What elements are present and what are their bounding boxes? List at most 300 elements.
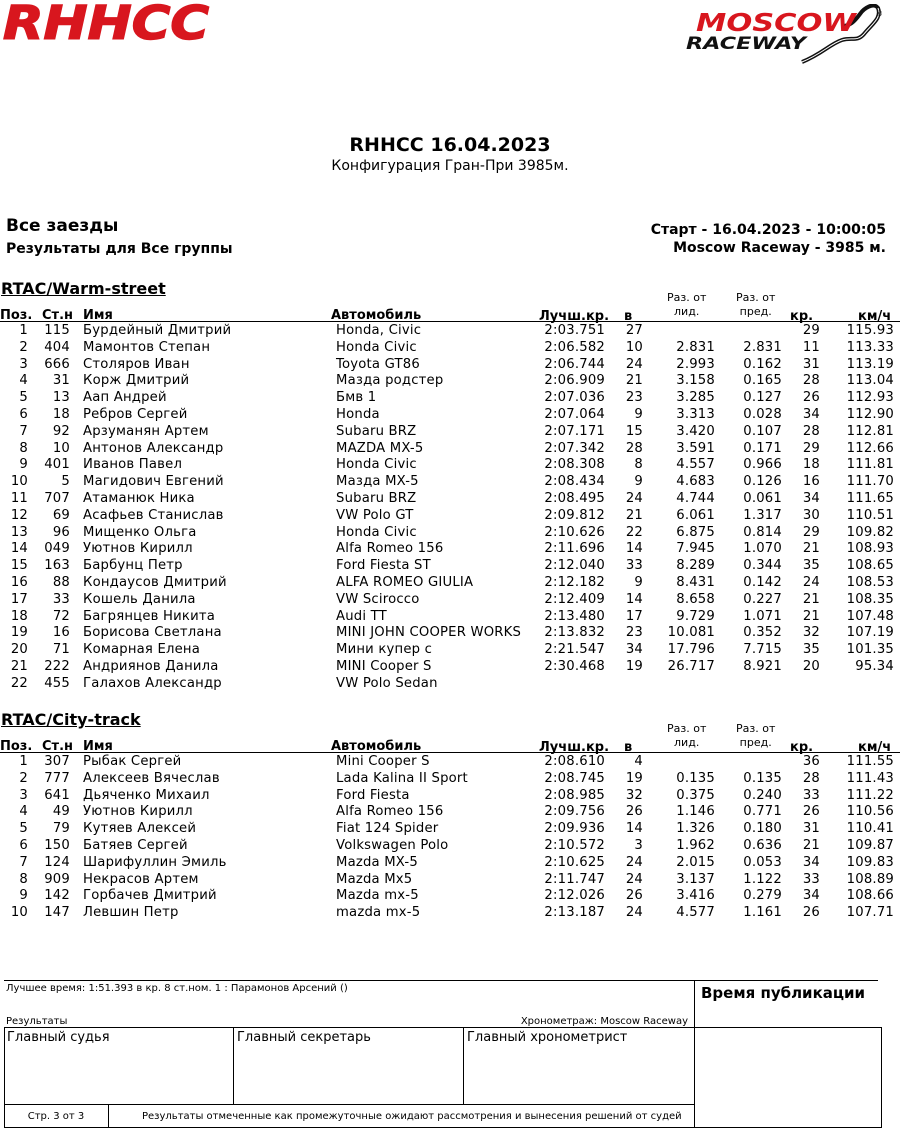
table-row — [0, 872, 900, 889]
column-header-num: Ст.н — [42, 739, 73, 754]
cell-laps: 24 — [625, 854, 643, 870]
cell-laps: 19 — [625, 770, 643, 786]
table-row — [0, 642, 900, 659]
cell-position: 7 — [19, 854, 28, 870]
cell-speed-kmh: 112.81 — [846, 423, 894, 439]
cell-laps: 24 — [625, 491, 643, 506]
cell-position: 5 — [19, 821, 28, 837]
cell-gap-to-previous: 0.135 — [743, 770, 782, 786]
cell-speed-kmh: 113.33 — [846, 339, 894, 355]
cell-gap-to-leader: 26.717 — [667, 659, 715, 674]
cell-gap-to-previous: 0.127 — [743, 390, 782, 406]
section-title: RTAC/City-track — [1, 710, 141, 729]
cell-best-lap-number: 26 — [802, 804, 820, 820]
cell-car-model: Mini Cooper S — [336, 754, 430, 769]
cell-car-model: Mazda mx-5 — [336, 888, 419, 904]
table-row — [0, 659, 900, 676]
table-row — [0, 804, 900, 821]
column-header-pos: Поз. — [0, 739, 33, 754]
cell-speed-kmh: 109.83 — [846, 854, 894, 870]
column-header-kr: кр. — [790, 740, 814, 755]
cell-laps: 23 — [625, 625, 643, 641]
cell-laps: 9 — [634, 407, 643, 422]
cell-car-number: 72 — [52, 608, 70, 624]
cell-gap-to-previous: 0.771 — [743, 804, 782, 820]
cell-best-lap-number: 21 — [802, 541, 820, 557]
table-row — [0, 340, 900, 357]
table-row — [0, 474, 900, 491]
cell-speed-kmh: 109.82 — [846, 524, 894, 540]
column-header-gap-prev — [736, 722, 775, 750]
cell-position: 6 — [19, 407, 28, 422]
cell-speed-kmh: 111.55 — [846, 754, 894, 769]
cell-best-lap-number: 28 — [802, 423, 820, 439]
cell-car-number: 777 — [44, 770, 70, 786]
cell-car-model: Subaru BRZ — [336, 491, 417, 506]
table-row — [0, 390, 900, 407]
cell-best-lap: 2:12.182 — [544, 575, 605, 590]
cell-laps: 23 — [625, 390, 643, 406]
cell-driver-name: Дьяченко Михаил — [83, 787, 210, 803]
cell-best-lap-number: 32 — [802, 625, 820, 641]
cell-laps: 14 — [625, 591, 643, 607]
cell-driver-name: Атаманюк Ника — [83, 491, 195, 506]
cell-car-number: 455 — [44, 675, 70, 691]
table-row — [0, 373, 900, 390]
cell-speed-kmh: 112.66 — [846, 440, 894, 456]
cell-gap-to-leader: 3.416 — [676, 888, 715, 904]
cell-car-number: 641 — [44, 787, 70, 803]
venue-info: Moscow Raceway - 3985 м. — [673, 240, 886, 256]
cell-laps: 19 — [625, 659, 643, 674]
cell-driver-name: Кошель Данила — [83, 591, 196, 607]
raceway-logo-text: RACEWAY — [686, 34, 809, 54]
cell-best-lap: 2:06.909 — [544, 373, 605, 389]
table-row — [0, 754, 900, 771]
cell-driver-name: Уютнов Кирилл — [83, 541, 193, 557]
table-row — [0, 771, 900, 788]
column-header-name: Имя — [83, 739, 113, 754]
cell-best-lap-number: 30 — [802, 507, 820, 523]
table-row — [0, 838, 900, 855]
cell-car-model: ALFA ROMEO GIULIA — [336, 575, 474, 590]
provisional-results-note: Результаты отмеченные как промежуточные ожидают рассмотрения и вынесения решений от судей — [142, 1111, 682, 1122]
cell-laps: 21 — [625, 373, 643, 389]
cell-best-lap-number: 34 — [802, 407, 820, 422]
cell-car-number: 115 — [44, 323, 70, 338]
cell-best-lap: 2:13.832 — [544, 625, 605, 641]
table-row — [0, 821, 900, 838]
table-row — [0, 609, 900, 626]
cell-laps: 26 — [625, 888, 643, 904]
cell-best-lap: 2:12.409 — [544, 591, 605, 607]
page-number: Стр. 3 от 3 — [27, 1111, 85, 1122]
cell-best-lap: 2:10.625 — [544, 854, 605, 870]
cell-position: 18 — [10, 608, 28, 624]
cell-position: 11 — [10, 491, 28, 506]
cell-car-number: 10 — [52, 440, 70, 456]
cell-car-number: 69 — [52, 507, 70, 523]
cell-driver-name: Антонов Александр — [83, 440, 224, 456]
table-row — [0, 424, 900, 441]
cell-speed-kmh: 112.93 — [846, 390, 894, 406]
cell-car-model: Honda Civic — [336, 457, 417, 473]
cell-position: 8 — [19, 871, 28, 887]
cell-position: 5 — [19, 390, 28, 406]
cell-best-lap-number: 21 — [802, 591, 820, 607]
cell-car-model: mazda mx-5 — [336, 905, 421, 921]
cell-car-model: Alfa Romeo 156 — [336, 541, 444, 557]
cell-gap-to-leader: 8.431 — [676, 575, 715, 590]
cell-gap-to-leader: 2.993 — [676, 356, 715, 372]
cell-position: 7 — [19, 423, 28, 439]
cell-position: 1 — [19, 323, 28, 338]
cell-gap-to-leader: 3.285 — [676, 390, 715, 406]
cell-best-lap-number: 35 — [802, 642, 820, 658]
cell-position: 6 — [19, 838, 28, 853]
cell-speed-kmh: 110.41 — [846, 821, 894, 837]
table-row — [0, 558, 900, 575]
column-header-car: Автомобиль — [331, 308, 422, 323]
cell-position: 17 — [10, 591, 28, 607]
cell-position: 2 — [19, 339, 28, 355]
cell-car-model: Alfa Romeo 156 — [336, 804, 444, 820]
cell-car-number: 404 — [44, 339, 70, 355]
column-header-line: пред. — [739, 736, 772, 749]
results-section — [0, 710, 900, 934]
cell-gap-to-leader: 3.158 — [676, 373, 715, 389]
cell-speed-kmh: 107.48 — [846, 608, 894, 624]
rhhcc-logo — [2, 0, 212, 44]
table-row — [0, 407, 900, 424]
cell-driver-name: Рыбак Сергей — [83, 754, 182, 769]
cell-speed-kmh: 111.81 — [846, 457, 894, 473]
cell-driver-name: Барбунц Петр — [83, 558, 183, 574]
column-header-num: Ст.н — [42, 308, 73, 323]
cell-car-model: MINI JOHN COOPER WORKS — [336, 625, 522, 641]
cell-gap-to-leader: 4.744 — [676, 491, 715, 506]
cell-car-model: Mazda Mx5 — [336, 871, 413, 887]
cell-car-model: Lada Kalina II Sport — [336, 770, 468, 786]
cell-best-lap-number: 18 — [802, 457, 820, 473]
cell-laps: 33 — [625, 558, 643, 574]
cell-best-lap: 2:30.468 — [544, 659, 605, 674]
cell-car-model: MINI Cooper S — [336, 659, 432, 674]
cell-speed-kmh: 110.51 — [846, 507, 894, 523]
cell-laps: 24 — [625, 905, 643, 921]
column-header-best: Лучш.кр. — [539, 740, 610, 755]
cell-gap-to-leader: 6.061 — [676, 507, 715, 523]
column-header-line: лид. — [674, 305, 700, 318]
cell-best-lap: 2:07.064 — [544, 407, 605, 422]
cell-speed-kmh: 109.87 — [846, 838, 894, 853]
cell-laps: 27 — [625, 323, 643, 338]
table-header — [0, 719, 900, 753]
cell-driver-name: Мамонтов Степан — [83, 339, 211, 355]
cell-gap-to-leader: 17.796 — [667, 642, 715, 658]
cell-driver-name: Магидович Евгений — [83, 474, 224, 490]
cell-position: 9 — [19, 457, 28, 473]
cell-gap-to-leader: 4.683 — [676, 474, 715, 490]
cell-speed-kmh: 111.22 — [846, 787, 894, 803]
cell-best-lap-number: 36 — [802, 754, 820, 769]
cell-best-lap: 2:08.434 — [544, 474, 605, 490]
cell-gap-to-leader: 8.658 — [676, 591, 715, 607]
column-header-line: пред. — [739, 305, 772, 318]
cell-gap-to-leader: 7.945 — [676, 541, 715, 557]
cell-driver-name: Бурдейный Дмитрий — [83, 323, 232, 338]
cell-gap-to-previous: 0.240 — [743, 787, 782, 803]
cell-car-model: Ford Fiesta ST — [336, 558, 431, 574]
cell-gap-to-leader: 3.137 — [676, 871, 715, 887]
publication-time-label: Время публикации — [701, 984, 866, 1002]
cell-best-lap-number: 35 — [802, 558, 820, 574]
cell-driver-name: Кондаусов Дмитрий — [83, 575, 227, 590]
cell-gap-to-previous: 0.966 — [743, 457, 782, 473]
cell-speed-kmh: 107.71 — [846, 905, 894, 921]
footer-signature-block — [4, 980, 880, 1128]
cell-best-lap-number: 26 — [802, 905, 820, 921]
cell-car-number: 147 — [44, 905, 70, 921]
cell-best-lap: 2:09.756 — [544, 804, 605, 820]
section-title: RTAC/Warm-street — [1, 279, 166, 298]
cell-gap-to-previous: 0.165 — [743, 373, 782, 389]
track-configuration: Конфигурация Гран-При 3985м. — [331, 158, 569, 174]
table-row — [0, 357, 900, 374]
cell-gap-to-previous: 0.061 — [743, 491, 782, 506]
cell-position: 9 — [19, 888, 28, 904]
cell-best-lap-number: 28 — [802, 770, 820, 786]
table-row — [0, 491, 900, 508]
cell-car-model: VW Polo GT — [336, 507, 414, 523]
cell-car-model: Honda Civic — [336, 339, 417, 355]
cell-driver-name: Арзуманян Артем — [83, 423, 209, 439]
column-header-line: Раз. от — [667, 722, 707, 735]
table-row — [0, 676, 900, 693]
cell-gap-to-previous: 0.162 — [743, 356, 782, 372]
cell-position: 15 — [10, 558, 28, 574]
cell-gap-to-leader: 3.420 — [676, 423, 715, 439]
cell-gap-to-leader: 6.875 — [676, 524, 715, 540]
cell-car-number: 92 — [52, 423, 70, 439]
table-header — [0, 288, 900, 322]
cell-speed-kmh: 115.93 — [846, 323, 894, 338]
cell-gap-to-leader: 4.557 — [676, 457, 715, 473]
cell-best-lap: 2:08.495 — [544, 491, 605, 506]
cell-best-lap-number: 24 — [802, 575, 820, 590]
cell-speed-kmh: 108.35 — [846, 591, 894, 607]
cell-laps: 9 — [634, 575, 643, 590]
table-row — [0, 855, 900, 872]
cell-car-number: 16 — [52, 625, 70, 641]
column-header-pos: Поз. — [0, 308, 33, 323]
cell-best-lap-number: 34 — [802, 888, 820, 904]
table-row — [0, 625, 900, 642]
cell-car-model: Honda, Civic — [336, 323, 422, 338]
cell-position: 1 — [19, 754, 28, 769]
cell-driver-name: Левшин Петр — [83, 905, 179, 921]
cell-gap-to-previous: 0.171 — [743, 440, 782, 456]
cell-speed-kmh: 108.89 — [846, 871, 894, 887]
cell-laps: 22 — [625, 524, 643, 540]
cell-best-lap-number: 26 — [802, 390, 820, 406]
cell-laps: 4 — [634, 754, 643, 769]
cell-car-number: 707 — [44, 491, 70, 506]
table-row — [0, 592, 900, 609]
rhhcc-logo-text: RHHCC — [3, 0, 210, 44]
cell-car-number: 142 — [44, 888, 70, 904]
chief-secretary-label: Главный секретарь — [237, 1030, 371, 1045]
cell-speed-kmh: 111.43 — [846, 770, 894, 786]
cell-best-lap-number: 28 — [802, 373, 820, 389]
cell-best-lap: 2:11.747 — [544, 871, 605, 887]
cell-best-lap: 2:13.187 — [544, 905, 605, 921]
cell-laps: 21 — [625, 507, 643, 523]
cell-best-lap-number: 31 — [802, 356, 820, 372]
cell-speed-kmh: 108.93 — [846, 541, 894, 557]
cell-car-number: 33 — [52, 591, 70, 607]
cell-best-lap: 2:09.936 — [544, 821, 605, 837]
cell-speed-kmh: 107.19 — [846, 625, 894, 641]
cell-gap-to-leader: 0.375 — [676, 787, 715, 803]
table-row — [0, 525, 900, 542]
cell-car-model: VW Scirocco — [336, 591, 420, 607]
cell-gap-to-previous: 0.107 — [743, 423, 782, 439]
cell-laps: 32 — [625, 787, 643, 803]
cell-position: 12 — [10, 507, 28, 523]
cell-driver-name: Аап Андрей — [83, 390, 167, 406]
cell-car-number: 222 — [44, 659, 70, 674]
cell-speed-kmh: 108.65 — [846, 558, 894, 574]
cell-speed-kmh: 112.90 — [846, 407, 894, 422]
chief-judge-label: Главный судья — [7, 1030, 110, 1045]
column-header-kmh: км/ч — [858, 740, 892, 755]
cell-best-lap-number: 34 — [802, 491, 820, 506]
cell-driver-name: Иванов Павел — [83, 457, 183, 473]
cell-gap-to-previous: 0.814 — [743, 524, 782, 540]
cell-car-number: 163 — [44, 558, 70, 574]
cell-driver-name: Столяров Иван — [83, 356, 190, 372]
cell-position: 3 — [19, 787, 28, 803]
cell-position: 2 — [19, 770, 28, 786]
cell-car-model: Honda Civic — [336, 524, 417, 540]
results-label: Результаты — [6, 1016, 68, 1027]
cell-best-lap-number: 29 — [802, 524, 820, 540]
cell-laps: 24 — [625, 871, 643, 887]
start-datetime: Старт - 16.04.2023 - 10:00:05 — [650, 222, 886, 238]
cell-laps: 24 — [625, 356, 643, 372]
chief-timekeeper-label: Главный хронометрист — [467, 1030, 628, 1045]
cell-best-lap: 2:08.745 — [544, 770, 605, 786]
column-header-car: Автомобиль — [331, 739, 422, 754]
cell-gap-to-leader: 2.831 — [676, 339, 715, 355]
cell-car-number: 31 — [52, 373, 70, 389]
cell-best-lap-number: 21 — [802, 838, 820, 853]
cell-best-lap-number: 16 — [802, 474, 820, 490]
cell-driver-name: Уютнов Кирилл — [83, 804, 193, 820]
cell-car-model: Audi TT — [336, 608, 387, 624]
registered-mark: ® — [876, 10, 883, 18]
cell-gap-to-previous: 0.227 — [743, 591, 782, 607]
cell-position: 19 — [10, 625, 28, 641]
cell-best-lap: 2:13.480 — [544, 608, 605, 624]
cell-laps: 8 — [634, 457, 643, 473]
cell-position: 4 — [19, 804, 28, 820]
cell-car-number: 18 — [52, 407, 70, 422]
cell-car-model: MAZDA MX-5 — [336, 440, 424, 456]
cell-driver-name: Андриянов Данила — [83, 659, 219, 674]
cell-driver-name: Ребров Сергей — [83, 407, 188, 422]
cell-driver-name: Мищенко Ольга — [83, 524, 197, 540]
cell-car-number: 71 — [52, 642, 70, 658]
cell-position: 16 — [10, 575, 28, 590]
cell-gap-to-previous: 1.122 — [743, 871, 782, 887]
table-row — [0, 508, 900, 525]
cell-gap-to-previous: 0.028 — [743, 407, 782, 422]
cell-speed-kmh: 101.35 — [846, 642, 894, 658]
cell-laps: 10 — [625, 339, 643, 355]
cell-gap-to-leader: 9.729 — [676, 608, 715, 624]
cell-gap-to-previous: 0.180 — [743, 821, 782, 837]
cell-best-lap: 2:11.696 — [544, 541, 605, 557]
cell-car-model: Mazda MX-5 — [336, 854, 418, 870]
cell-car-number: 401 — [44, 457, 70, 473]
cell-best-lap-number: 34 — [802, 854, 820, 870]
cell-gap-to-previous: 1.071 — [743, 608, 782, 624]
cell-gap-to-leader: 3.313 — [676, 407, 715, 422]
best-time-note: Лучшее время: 1:51.393 в кр. 8 ст.ном. 1 : Парамонов Арсений () — [6, 983, 348, 994]
cell-driver-name: Шарифуллин Эмиль — [83, 854, 227, 870]
column-header-gap-leader — [667, 291, 706, 319]
table-row — [0, 905, 900, 922]
cell-gap-to-previous: 0.636 — [743, 838, 782, 853]
cell-best-lap: 2:21.547 — [544, 642, 605, 658]
cell-best-lap: 2:08.985 — [544, 787, 605, 803]
cell-car-number: 13 — [52, 390, 70, 406]
cell-best-lap: 2:06.582 — [544, 339, 605, 355]
cell-gap-to-leader: 1.962 — [676, 838, 715, 853]
column-header-kmh: км/ч — [858, 309, 892, 324]
cell-gap-to-leader: 10.081 — [667, 625, 715, 641]
cell-car-model: Мини купер с — [336, 642, 433, 658]
cell-speed-kmh: 111.65 — [846, 491, 894, 506]
cell-laps: 3 — [634, 838, 643, 853]
moscow-logo-text: MOSCOW — [696, 8, 858, 37]
cell-car-model: Мазда MX-5 — [336, 474, 419, 490]
table-row — [0, 575, 900, 592]
cell-laps: 14 — [625, 821, 643, 837]
table-row — [0, 441, 900, 458]
cell-gap-to-previous: 0.352 — [743, 625, 782, 641]
cell-gap-to-previous: 0.279 — [743, 888, 782, 904]
cell-position: 22 — [10, 675, 28, 691]
cell-car-model: Honda — [336, 407, 380, 422]
cell-car-number: 307 — [44, 754, 70, 769]
cell-gap-to-previous: 0.126 — [743, 474, 782, 490]
cell-car-model: Toyota GT86 — [336, 356, 420, 372]
cell-car-number: 666 — [44, 356, 70, 372]
cell-gap-to-leader: 1.146 — [676, 804, 715, 820]
cell-gap-to-leader: 3.591 — [676, 440, 715, 456]
cell-gap-to-leader: 4.577 — [676, 905, 715, 921]
cell-position: 4 — [19, 373, 28, 389]
cell-car-model: Мазда родстер — [336, 373, 444, 389]
cell-car-model: Volkswagen Polo — [336, 838, 449, 853]
cell-car-number: 88 — [52, 575, 70, 590]
cell-car-model: VW Polo Sedan — [336, 675, 438, 691]
cell-best-lap-number: 29 — [802, 323, 820, 338]
cell-car-model: Ford Fiesta — [336, 787, 410, 803]
